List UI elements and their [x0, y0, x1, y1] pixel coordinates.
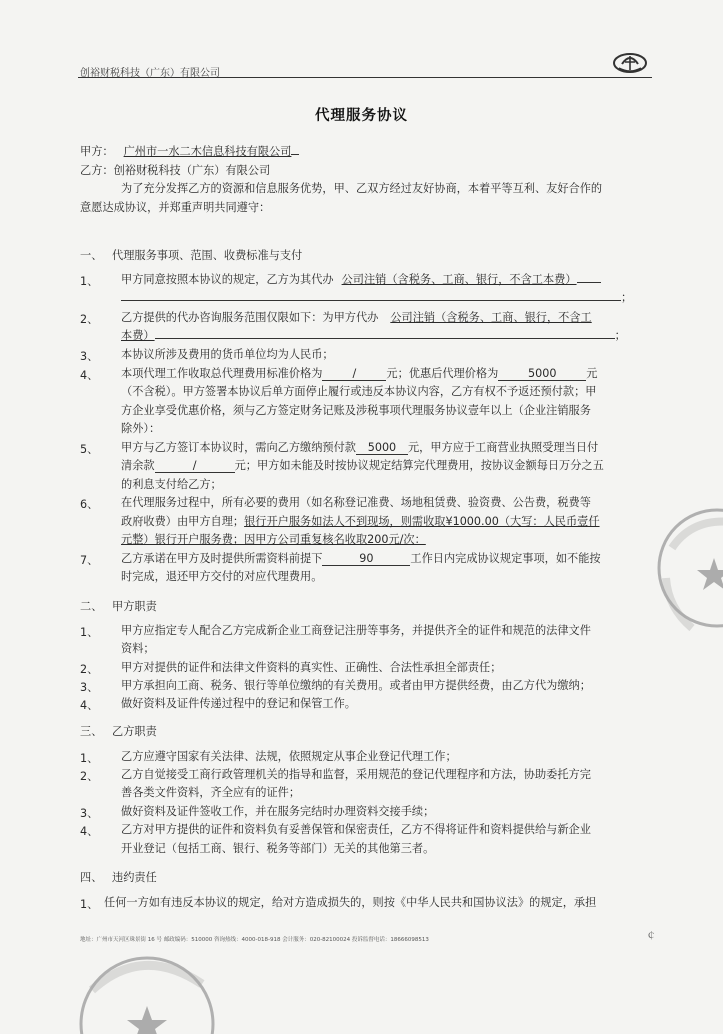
list-price-blank: / [322, 368, 386, 381]
party-a-name: 广州市一水二木信息科技有限公司 [123, 145, 292, 158]
s2-item-4-number: 4、 [80, 699, 99, 712]
bank-account-fee: 银行开户服务如法人不到现场，则需收取¥1000.00（大写：人民币壹仟 [244, 515, 600, 528]
s1-item-6: 在代理服务过程中，所有必要的费用（如名称登记准费、场地租赁费、验资费、公告费，税费等 [121, 496, 591, 509]
s1-item-4-line-2: （不含税）。甲方签署本协议后单方面停止履行或违反本协议内容，乙方有权不予返还预付款；甲 [121, 385, 597, 398]
company-seal-bottom [72, 944, 222, 1034]
s1-item-7-line-2: 时完成，退还甲方交付的对应代理费用。 [121, 570, 323, 583]
party-b-name: 创裕财税科技（广东）有限公司 [113, 164, 271, 177]
s1-item-4-number: 4、 [80, 369, 99, 382]
header-divider [78, 77, 652, 78]
party-a: 甲方： 广州市一水二木信息科技有限公司 [80, 145, 299, 159]
section-1-number: 一、 [80, 249, 103, 262]
s1-item-4-line-4: 除外）： [121, 422, 161, 435]
company-logo-icon [612, 50, 648, 74]
s1-item-3-number: 3、 [80, 350, 99, 363]
header-company: 创裕财税科技（广东）有限公司 [80, 68, 220, 79]
s3-item-2-line-2: 善各类文件资料，齐全应有的证件； [121, 786, 301, 799]
intro-line-1: 为了充分发挥乙方的资源和信息服务优势，甲、乙双方经过友好协商，本着平等互利、友好合作的 [121, 182, 603, 195]
s2-item-1: 甲方应指定专人配合乙方完成新企业工商登记注册等事务，并提供齐全的证件和规范的法律文件 [121, 624, 591, 637]
s1-item-6-line-2: 政府收费）由甲方自理；银行开户服务如法人不到现场，则需收取¥1000.00（大写：人民币壹仟 [121, 515, 600, 528]
s3-item-1-number: 1、 [80, 752, 99, 765]
s1-item-2-number: 2、 [80, 313, 99, 326]
section-3-number: 三、 [80, 725, 103, 738]
footer-signature-mark: ￠ [646, 931, 656, 942]
section-1-title: 代理服务事项、范围、收费标准与支付 [112, 249, 303, 262]
s1-item-5-number: 5、 [80, 443, 99, 456]
s1-item-4: 本项代理工作收取总代理费用标准价格为 / 元；优惠后代理价格为 5000 元 [121, 367, 598, 380]
party-b: 乙方：创裕财税科技（广东）有限公司 [80, 164, 271, 177]
document-title: 代理服务协议 [315, 108, 408, 124]
s4-item-1: 任何一方如有违反本协议的规定，给对方造成损失的，则按《中华人民共和国协议法》的规定，承担 [104, 896, 597, 909]
prepayment-value: 5000 [356, 442, 408, 455]
s1-item-2-service: 公司注销（含税务、工商、银行，不含工 [390, 311, 592, 324]
s3-item-4-line-2: 开业登记（包括工商、银行、税务等部门）无关的其他第三者。 [121, 842, 435, 855]
s1-item-1-service: 公司注销（含税务、工商、银行，不含工本费） [341, 273, 577, 286]
footer-contact: 地址：广州市天河区珠景街 16 号 邮政编码：510000 咨询热线：4000-018-918 会计服务：020-82100024 投诉监督电话：18666098513 [80, 937, 429, 943]
s2-item-4: 做好资料及证件传递过程中的登记和保管工作。 [121, 697, 356, 710]
s1-item-5-line-2: 清余款 / 元；甲方如未能及时按协议规定结算完代理费用，按协议金额每日万分之五 [121, 459, 604, 472]
s3-item-2: 乙方自觉接受工商行政管理机关的指导和监督，采用规范的登记代理程序和方法，协助委托方完 [121, 768, 591, 781]
s1-item-5: 甲方与乙方签订本协议时，需向乙方缴纳预付款 5000 元，甲方应于工商营业执照受理当日付 [121, 441, 599, 454]
s3-item-3: 做好资料及证件签收工作，并在服务完结时办理资料交接手续； [121, 805, 435, 818]
s1-item-6-line-3: 元整）银行开户服务费；因甲方公司重复核名收取200元/次： [121, 533, 426, 546]
s1-item-2: 乙方提供的代办咨询服务范围仅限如下：为甲方代办 公司注销（含税务、工商、银行，不含工 [121, 311, 592, 324]
s1-item-3: 本协议所涉及费用的货币单位均为人民币； [121, 348, 334, 361]
s1-item-1-line-2: ； [121, 291, 632, 305]
section-3-title: 乙方职责 [112, 725, 157, 738]
s3-item-3-number: 3、 [80, 807, 99, 820]
section-4-number: 四、 [80, 871, 103, 884]
workdays-value: 90 [322, 553, 410, 566]
s3-item-1: 乙方应遵守国家有关法律、法规，依照规定从事企业登记代理工作； [121, 750, 457, 763]
s2-item-1-line-2: 资料； [121, 642, 155, 655]
s2-item-2: 甲方对提供的证件和法律文件资料的真实性、正确性、合法性承担全部责任； [121, 661, 502, 674]
s1-item-1-number: 1、 [80, 275, 99, 288]
s2-item-2-number: 2、 [80, 663, 99, 676]
s1-item-2-line-2: 本费） ； [121, 329, 626, 342]
balance-blank: / [155, 460, 235, 473]
s1-item-7: 乙方承诺在甲方及时提供所需资料前提下 90 工作日内完成协议规定事项，如不能按 [121, 552, 601, 565]
section-2-title: 甲方职责 [112, 600, 157, 613]
discount-price-value: 5000 [498, 368, 586, 381]
s1-item-1: 甲方同意按照本协议的规定，乙方为其代办 公司注销（含税务、工商、银行，不含工本费） [121, 273, 601, 287]
s1-item-6-number: 6、 [80, 498, 99, 511]
s3-item-4-number: 4、 [80, 825, 99, 838]
section-2-number: 二、 [80, 600, 103, 613]
s3-item-2-number: 2、 [80, 770, 99, 783]
s1-item-4-line-3: 方企业享受优惠价格，须与乙方签定财务记账及涉税事项代理服务协议壹年以上（企业注销服务 [121, 404, 591, 417]
s4-item-1-number: 1、 [80, 898, 99, 911]
intro-line-2: 意愿达成协议，并郑重声明共同遵守： [80, 201, 271, 214]
s2-item-3-number: 3、 [80, 681, 99, 694]
company-seal-right [632, 508, 723, 638]
s1-item-7-number: 7、 [80, 554, 99, 567]
section-4-title: 违约责任 [112, 871, 157, 884]
s1-item-5-line-3: 的利息支付给乙方； [121, 478, 222, 491]
s2-item-1-number: 1、 [80, 626, 99, 639]
s3-item-4: 乙方对甲方提供的证件和资料负有妥善保管和保密责任，乙方不得将证件和资料提供给与新企业 [121, 823, 591, 836]
s2-item-3: 甲方承担向工商、税务、银行等单位缴纳的有关费用。或者由甲方提供经费，由乙方代为缴纳； [121, 679, 591, 692]
